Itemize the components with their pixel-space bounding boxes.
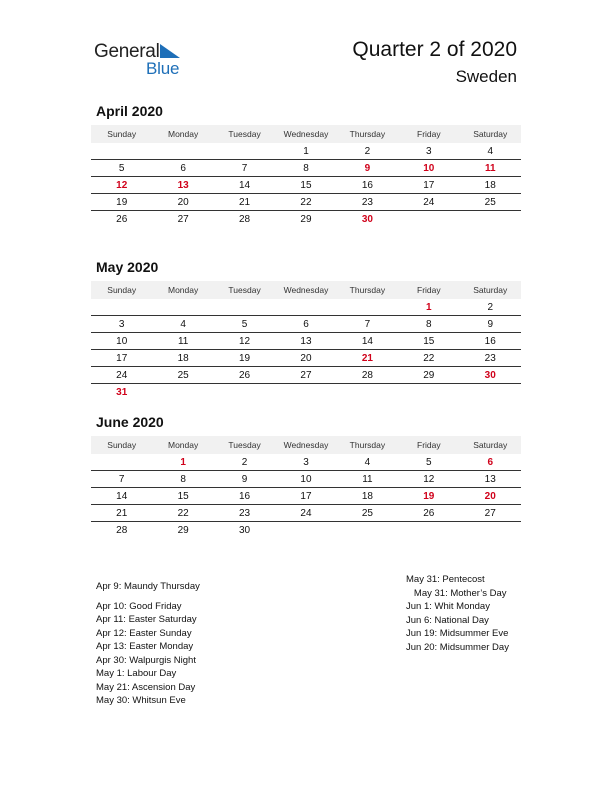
date-cell: 6 <box>303 318 309 330</box>
month-title: June 2020 <box>96 414 164 430</box>
date-cell: 27 <box>300 369 312 381</box>
date-cell: 8 <box>303 162 309 174</box>
date-cell: 7 <box>364 318 371 330</box>
week-row <box>91 177 521 194</box>
holiday-entry: Apr 10: Good Friday <box>96 600 182 612</box>
date-cell: 6 <box>180 162 186 174</box>
date-cell: 15 <box>300 179 312 191</box>
month-calendar <box>91 414 521 539</box>
week-row <box>91 471 521 488</box>
logo-flag-icon <box>160 44 180 60</box>
weekday-header <box>91 436 521 454</box>
logo-text-general: General <box>94 41 160 62</box>
holiday-entry: May 30: Whitsun Eve <box>96 695 186 706</box>
holiday-date-cell: 19 <box>423 490 435 502</box>
holiday-date-cell: 30 <box>361 214 373 225</box>
date-cell: 18 <box>361 490 373 502</box>
logo <box>94 41 194 81</box>
week-row <box>91 333 521 350</box>
weekday-label: Tuesday <box>228 440 261 450</box>
holiday-date-cell: 20 <box>484 490 496 502</box>
date-cell: 25 <box>177 369 189 381</box>
weekday-label: Monday <box>168 285 199 295</box>
date-cell: 11 <box>362 473 373 485</box>
date-cell: 14 <box>361 335 373 347</box>
date-cell: 2 <box>364 145 371 157</box>
month-calendar <box>91 103 521 228</box>
weekday-label: Tuesday <box>228 129 261 139</box>
week-row <box>91 316 521 333</box>
date-cell: 20 <box>177 196 189 208</box>
holiday-entry: Jun 6: National Day <box>406 614 489 626</box>
week-row <box>91 350 521 367</box>
weekday-label: Friday <box>417 440 441 450</box>
weekday-label: Sunday <box>107 129 137 139</box>
weekday-label: Tuesday <box>228 285 261 295</box>
week-row <box>91 454 521 471</box>
holiday-entry: May 1: Labour Day <box>96 668 177 679</box>
date-cell: 12 <box>238 335 251 347</box>
holiday-entry: May 31: Pentecost <box>406 574 485 585</box>
weekday-label: Sunday <box>107 285 137 295</box>
date-cell: 22 <box>300 196 312 208</box>
weekday-label: Wednesday <box>283 285 329 295</box>
holiday-entry: Apr 12: Easter Sunday <box>96 627 192 639</box>
holiday-date-cell: 31 <box>116 387 128 398</box>
holiday-list-right <box>406 573 509 654</box>
date-cell: 10 <box>300 473 312 485</box>
date-cell: 15 <box>177 490 189 502</box>
date-cell: 5 <box>241 318 248 330</box>
page-title: Quarter 2 of 2020 <box>352 38 517 61</box>
holiday-date-cell: 1 <box>180 456 186 468</box>
date-cell: 24 <box>116 369 128 381</box>
date-cell: 28 <box>238 214 251 225</box>
date-cell: 8 <box>180 473 186 485</box>
date-cell: 26 <box>423 507 435 519</box>
date-cell: 21 <box>116 507 128 519</box>
weekday-label: Saturday <box>473 129 508 139</box>
logo-text-blue: Blue <box>146 59 180 78</box>
date-cell: 18 <box>484 179 496 191</box>
date-cell: 14 <box>238 179 251 191</box>
date-cell: 16 <box>361 179 373 191</box>
date-cell: 12 <box>423 473 435 485</box>
date-cell: 25 <box>484 196 496 208</box>
holiday-date-cell: 9 <box>364 162 371 174</box>
date-cell: 4 <box>364 456 371 468</box>
date-cell: 13 <box>484 473 496 485</box>
date-cell: 26 <box>238 369 251 381</box>
holiday-date-cell: 12 <box>116 179 128 191</box>
date-cell: 24 <box>300 507 312 519</box>
weekday-label: Friday <box>417 129 441 139</box>
weekday-header <box>91 125 521 143</box>
holiday-entry: Apr 13: Easter Monday <box>96 641 194 652</box>
date-cell: 16 <box>484 335 496 347</box>
weekday-label: Friday <box>417 285 441 295</box>
weekday-label: Thursday <box>349 440 386 450</box>
date-cell: 29 <box>300 214 312 225</box>
weekday-label: Monday <box>168 440 199 450</box>
holiday-date-cell: 6 <box>487 456 494 468</box>
date-cell: 13 <box>300 335 312 347</box>
date-cell: 19 <box>238 352 251 364</box>
holiday-entry: Jun 1: Whit Monday <box>406 601 490 612</box>
date-cell: 4 <box>487 145 494 157</box>
country-name: Sweden <box>455 67 517 86</box>
date-cell: 28 <box>116 525 128 536</box>
holiday-date-cell: 30 <box>484 369 496 381</box>
date-cell: 15 <box>423 335 435 347</box>
weekday-label: Thursday <box>349 129 386 139</box>
weekday-label: Monday <box>168 129 199 139</box>
date-cell: 29 <box>177 525 189 536</box>
holiday-entry: Apr 11: Easter Saturday <box>96 614 197 625</box>
date-cell: 23 <box>361 196 373 208</box>
date-cell: 22 <box>177 507 189 519</box>
date-cell: 5 <box>426 456 432 468</box>
date-cell: 19 <box>116 196 128 208</box>
date-cell: 26 <box>116 214 128 225</box>
holiday-entry: May 31: Mother’s Day <box>406 587 507 599</box>
date-cell: 7 <box>118 473 125 485</box>
holiday-entry: Jun 20: Midsummer Day <box>406 641 509 653</box>
week-row <box>91 143 521 160</box>
date-cell: 21 <box>238 196 251 208</box>
date-cell: 28 <box>361 369 373 381</box>
date-cell: 7 <box>241 162 248 174</box>
date-cell: 17 <box>423 179 435 191</box>
date-cell: 16 <box>238 490 251 502</box>
holiday-entry: Apr 9: Maundy Thursday <box>96 581 200 592</box>
week-row <box>91 488 521 505</box>
date-cell: 2 <box>487 301 494 313</box>
holiday-entry: Apr 30: Walpurgis Night <box>96 654 196 666</box>
weekday-label: Saturday <box>473 285 508 295</box>
month-title: May 2020 <box>96 259 159 275</box>
month-title: April 2020 <box>96 103 163 119</box>
date-cell: 3 <box>303 456 309 468</box>
date-cell: 10 <box>116 335 128 347</box>
date-cell: 23 <box>484 352 496 364</box>
weekday-label: Wednesday <box>283 440 329 450</box>
weekday-label: Wednesday <box>283 129 329 139</box>
date-cell: 3 <box>118 318 125 330</box>
month-calendar <box>91 259 521 401</box>
date-cell: 11 <box>177 335 189 347</box>
date-cell: 18 <box>177 352 189 364</box>
week-row <box>91 299 521 316</box>
date-cell: 29 <box>423 369 435 381</box>
week-row <box>91 211 521 228</box>
holiday-list-left <box>96 580 200 708</box>
date-cell: 23 <box>238 507 251 519</box>
date-cell: 14 <box>116 490 128 502</box>
holiday-date-cell: 11 <box>484 162 496 174</box>
date-cell: 25 <box>361 507 373 519</box>
weekday-header <box>91 281 521 299</box>
week-row <box>91 367 521 384</box>
date-cell: 30 <box>238 525 251 536</box>
date-cell: 5 <box>118 162 125 174</box>
date-cell: 8 <box>426 318 432 330</box>
holiday-date-cell: 13 <box>177 179 189 191</box>
holiday-date-cell: 10 <box>423 162 435 174</box>
week-row <box>91 505 521 522</box>
weekday-label: Sunday <box>107 440 137 450</box>
date-cell: 22 <box>423 352 435 364</box>
date-cell: 27 <box>484 507 496 519</box>
holiday-entry: May 21: Ascension Day <box>96 681 196 693</box>
week-row <box>91 194 521 211</box>
date-cell: 2 <box>241 456 248 468</box>
date-cell: 17 <box>116 352 128 364</box>
holiday-date-cell: 21 <box>361 352 373 364</box>
holiday-date-cell: 1 <box>426 301 432 313</box>
date-cell: 24 <box>423 196 435 208</box>
weekday-label: Thursday <box>349 285 386 295</box>
holiday-entry: Jun 19: Midsummer Eve <box>406 628 509 639</box>
date-cell: 9 <box>487 318 494 330</box>
date-cell: 3 <box>426 145 432 157</box>
week-row <box>91 160 521 177</box>
date-cell: 17 <box>300 490 312 502</box>
week-row <box>91 384 521 401</box>
date-cell: 1 <box>303 145 309 157</box>
date-cell: 20 <box>300 352 312 364</box>
date-cell: 27 <box>177 214 189 225</box>
date-cell: 4 <box>180 318 186 330</box>
week-row <box>91 522 521 539</box>
weekday-label: Saturday <box>473 440 508 450</box>
date-cell: 9 <box>241 473 248 485</box>
